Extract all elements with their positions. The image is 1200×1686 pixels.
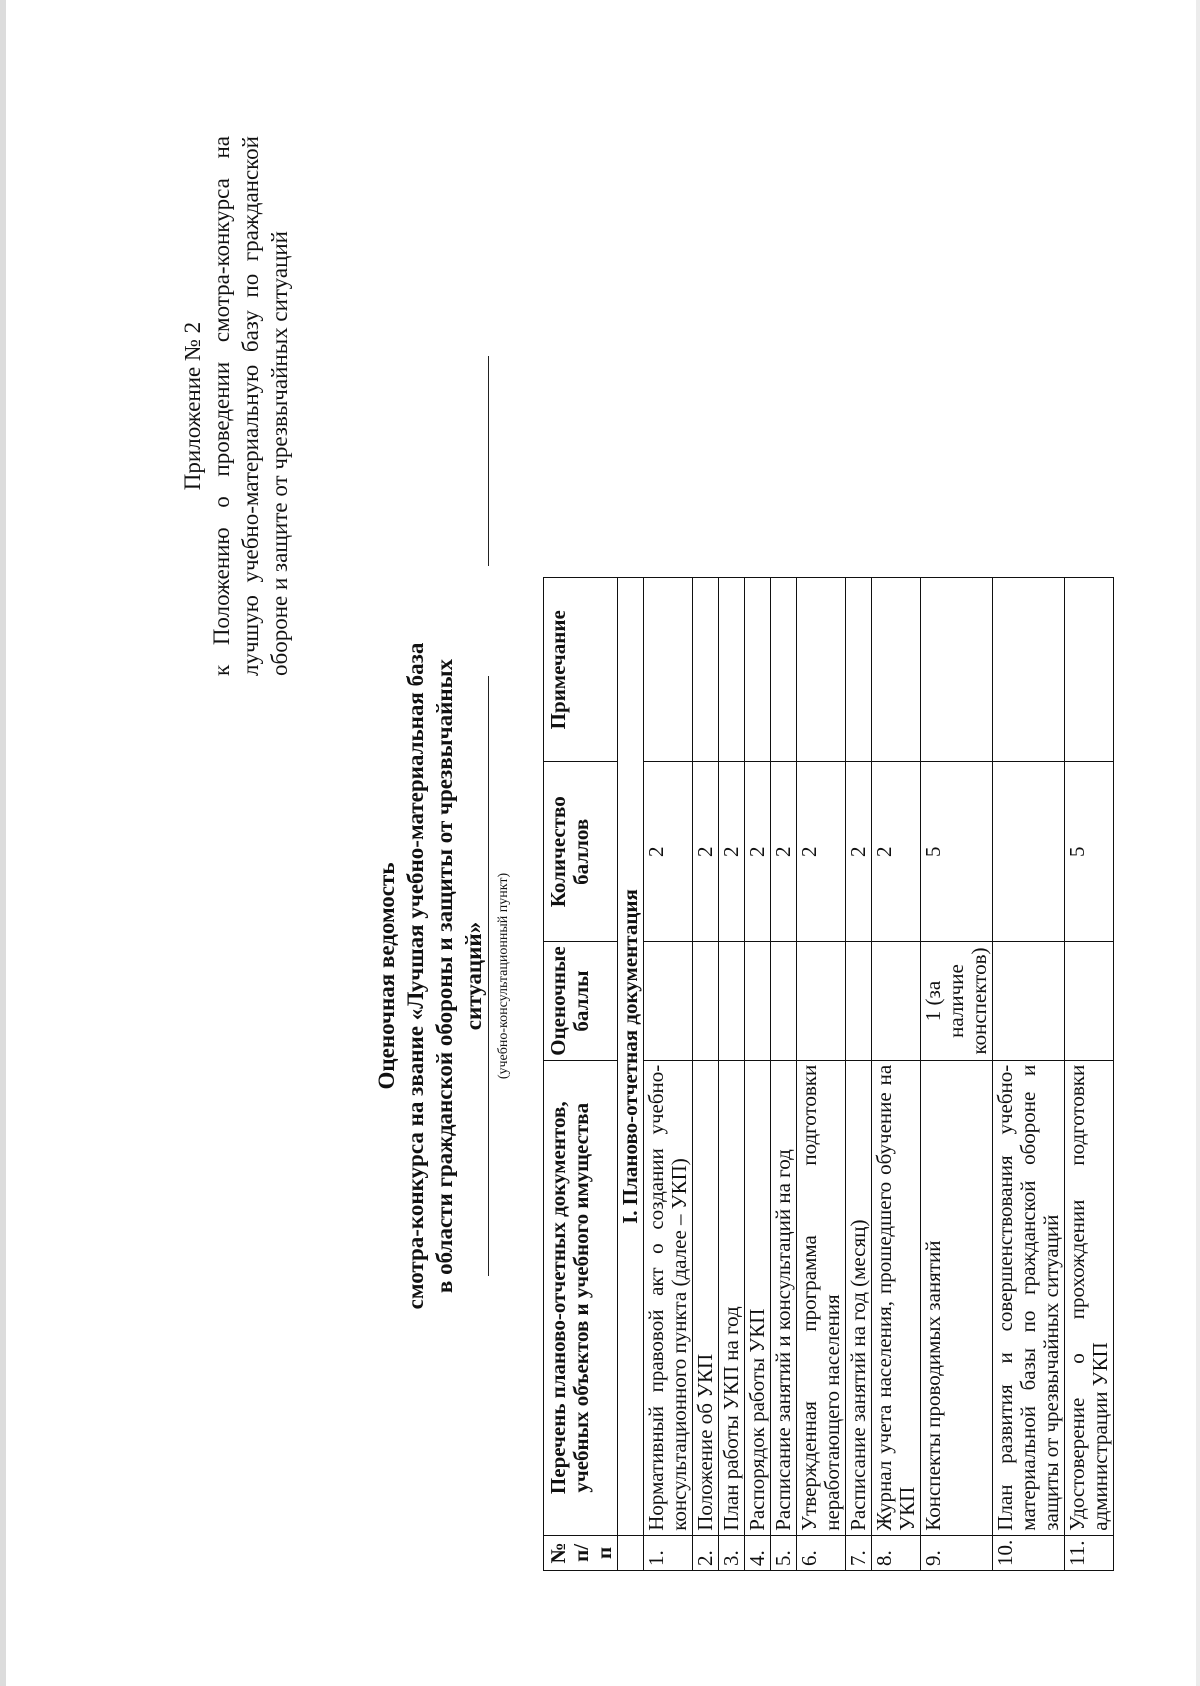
row-num: 1. xyxy=(644,1535,693,1570)
row-score xyxy=(846,942,872,1060)
section-title: I. Планово-отчетная документация xyxy=(618,578,644,1535)
row-note xyxy=(719,578,745,762)
row-note xyxy=(644,578,693,762)
row-doc: Журнал учета населения, прошедшего обучение на УКП xyxy=(872,1060,921,1535)
appendix-title: Приложение № 2 xyxy=(180,321,205,491)
row-note xyxy=(771,578,797,762)
section-row xyxy=(618,578,644,1571)
row-doc: Нормативный правовой акт о создании учебно-консультационного пункта (далее – УКП) xyxy=(644,1060,693,1535)
row-score xyxy=(797,942,846,1060)
row-points: 2 xyxy=(644,762,693,942)
row-num: 2. xyxy=(693,1535,719,1570)
row-points: 2 xyxy=(693,762,719,942)
document-header xyxy=(372,616,488,1336)
col-header-doc: Перечень планово-отчетных документов, учебных объектов и учебного имущества xyxy=(544,1060,618,1535)
row-points: 2 xyxy=(872,762,921,942)
row-note xyxy=(1065,578,1114,762)
evaluation-table xyxy=(543,577,1114,1571)
table-row xyxy=(921,578,993,1571)
row-score xyxy=(693,942,719,1060)
section-num-cell xyxy=(618,1535,644,1570)
row-score xyxy=(872,942,921,1060)
col-header-score: Оценочные баллы xyxy=(544,942,618,1060)
row-doc: План развития и совершенствования учебно-материальной базы по гражданской обороне и защиты от чрезвычайных ситуаций xyxy=(993,1060,1065,1535)
table-row xyxy=(993,578,1065,1571)
header-line-2: смотра-конкурса на звание «Лучшая учебно-материальная база xyxy=(403,642,428,1310)
row-doc: Утвержденная программа подготовки неработающего населения xyxy=(797,1060,846,1535)
row-note xyxy=(921,578,993,762)
row-num: 3. xyxy=(719,1535,745,1570)
header-line-3: в области гражданской обороны и защиты от чрезвычайных ситуаций» xyxy=(432,658,486,1294)
row-points: 2 xyxy=(846,762,872,942)
row-doc: Удостоверение о прохождении подготовки администрации УКП xyxy=(1065,1060,1114,1535)
row-num: 8. xyxy=(872,1535,921,1570)
row-num: 11. xyxy=(1065,1535,1114,1570)
row-score xyxy=(719,942,745,1060)
row-note xyxy=(797,578,846,762)
row-num: 10. xyxy=(993,1535,1065,1570)
header-caption: (учебно-консультационный пункт) xyxy=(496,872,511,1080)
row-points: 5 xyxy=(921,762,993,942)
table-row xyxy=(771,578,797,1571)
row-score xyxy=(771,942,797,1060)
row-points: 2 xyxy=(797,762,846,942)
row-num: 9. xyxy=(921,1535,993,1570)
table-header-row xyxy=(544,578,618,1571)
table-row xyxy=(644,578,693,1571)
header-line-1: Оценочная ведомость xyxy=(374,862,399,1090)
row-points: 5 xyxy=(1065,762,1114,942)
row-num: 6. xyxy=(797,1535,846,1570)
row-points xyxy=(993,762,1065,942)
row-points: 2 xyxy=(745,762,771,942)
row-num: 5. xyxy=(771,1535,797,1570)
appendix-text: к Положению о проведении смотра-конкурса на лучшую учебно-материальную базу по гражданской обороне и защите от чрезвычайных ситуаций xyxy=(209,136,292,676)
row-score xyxy=(745,942,771,1060)
row-doc: Распорядок работы УКП xyxy=(745,1060,771,1535)
table-row xyxy=(846,578,872,1571)
table-row xyxy=(693,578,719,1571)
row-doc: Расписание занятий и консультаций на год xyxy=(771,1060,797,1535)
row-score xyxy=(1065,942,1114,1060)
row-doc: Расписание занятий на год (месяц) xyxy=(846,1060,872,1535)
table-row xyxy=(745,578,771,1571)
rotated-page xyxy=(0,46,1200,1686)
appendix-underline xyxy=(488,356,489,566)
row-doc: Конспекты проводимых занятий xyxy=(921,1060,993,1535)
row-doc: Положение об УКП xyxy=(693,1060,719,1535)
row-score xyxy=(644,942,693,1060)
row-note xyxy=(693,578,719,762)
row-note xyxy=(993,578,1065,762)
table-row xyxy=(872,578,921,1571)
table-row xyxy=(719,578,745,1571)
row-note xyxy=(872,578,921,762)
row-note xyxy=(846,578,872,762)
col-header-note: Примечание xyxy=(544,578,618,762)
appendix-block xyxy=(178,136,294,676)
row-points: 2 xyxy=(719,762,745,942)
header-underline xyxy=(488,676,489,1276)
table-row xyxy=(797,578,846,1571)
row-note xyxy=(745,578,771,762)
row-doc: План работы УКП на год xyxy=(719,1060,745,1535)
row-points: 2 xyxy=(771,762,797,942)
row-num: 7. xyxy=(846,1535,872,1570)
col-header-num: № п/п xyxy=(544,1535,618,1570)
row-score: 1 (за наличие конспектов) xyxy=(921,942,993,1060)
table-row xyxy=(1065,578,1114,1571)
row-num: 4. xyxy=(745,1535,771,1570)
col-header-points: Количество баллов xyxy=(544,762,618,942)
row-score xyxy=(993,942,1065,1060)
